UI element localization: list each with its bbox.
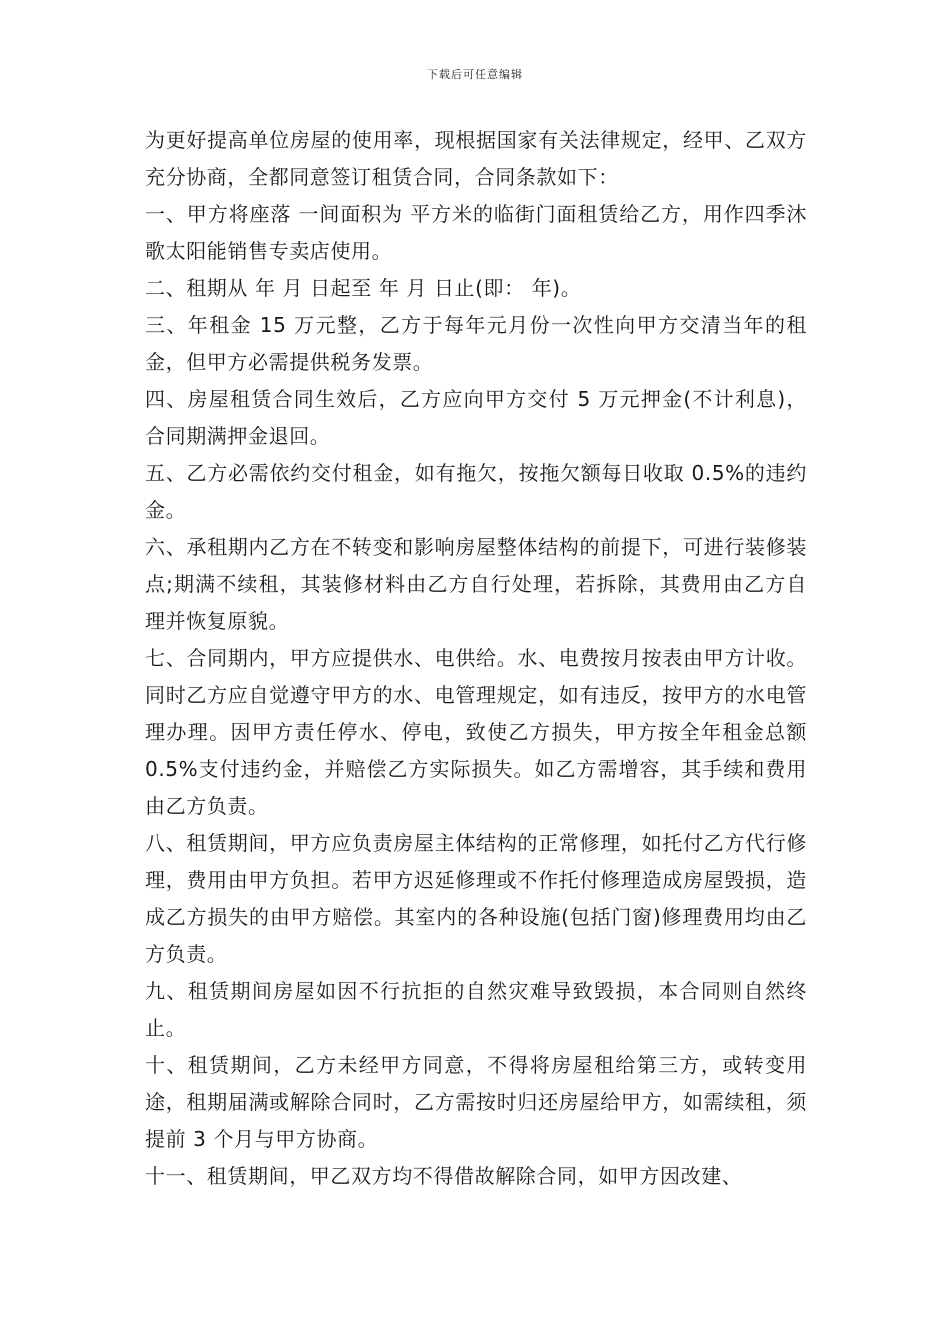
clause-8: 八、租赁期间，甲方应负责房屋主体结构的正常修理，如托付乙方代行修理，费用由甲方负担。若甲方迟延修理或不作托付修理造成房屋毁损，造成乙方损失的由甲方赔偿。其室内的各种设施(包括门窗)修理费用均由乙方负责。 (145, 831, 807, 966)
clause-1: 一、甲方将座落 一间面积为 平方米的临街门面租赁给乙方，用作四季沐歌太阳能销售专卖店使用。 (145, 202, 807, 263)
clause-7: 七、合同期内，甲方应提供水、电供给。水、电费按月按表由甲方计收。同时乙方应自觉遵守甲方的水、电管理规定，如有违反，按甲方的水电管理办理。因甲方责任停水、停电，致使乙方损失，甲方按全年租金总额 0.5%支付违约金，并赔偿乙方实际损失。如乙方需增容，其手续和费用由乙方负责。 (145, 646, 807, 818)
clause-5: 五、乙方必需依约交付租金，如有拖欠，按拖欠额每日收取 0.5%的违约金。 (145, 461, 807, 522)
page-header: 下载后可任意编辑 (427, 68, 523, 81)
clause-9: 九、租赁期间房屋如因不行抗拒的自然灾难导致毁损，本合同则自然终止。 (145, 979, 807, 1040)
clause-3: 三、年租金 15 万元整，乙方于每年元月份一次性向甲方交清当年的租金，但甲方必需提供税务发票。 (145, 313, 807, 374)
clause-2: 二、租期从 年 月 日起至 年 月 日止(即： 年)。 (145, 276, 582, 300)
clause-6: 六、承租期内乙方在不转变和影响房屋整体结构的前提下，可进行装修装点;期满不续租，其装修材料由乙方自行处理，若拆除，其费用由乙方自理并恢复原貌。 (145, 535, 807, 633)
clause-4: 四、房屋租赁合同生效后，乙方应向甲方交付 5 万元押金(不计利息)，合同期满押金退回。 (145, 387, 807, 448)
document-body (145, 122, 807, 1195)
intro-paragraph: 为更好提高单位房屋的使用率，现根据国家有关法律规定，经甲、乙双方充分协商，全都同意签订租赁合同，合同条款如下： (145, 128, 807, 189)
clause-11: 十一、租赁期间，甲乙双方均不得借故解除合同，如甲方因改建、 (145, 1164, 743, 1188)
clause-10: 十、租赁期间，乙方未经甲方同意，不得将房屋租给第三方，或转变用途，租期届满或解除合同时，乙方需按时归还房屋给甲方，如需续租，须提前 3 个月与甲方协商。 (145, 1053, 807, 1151)
